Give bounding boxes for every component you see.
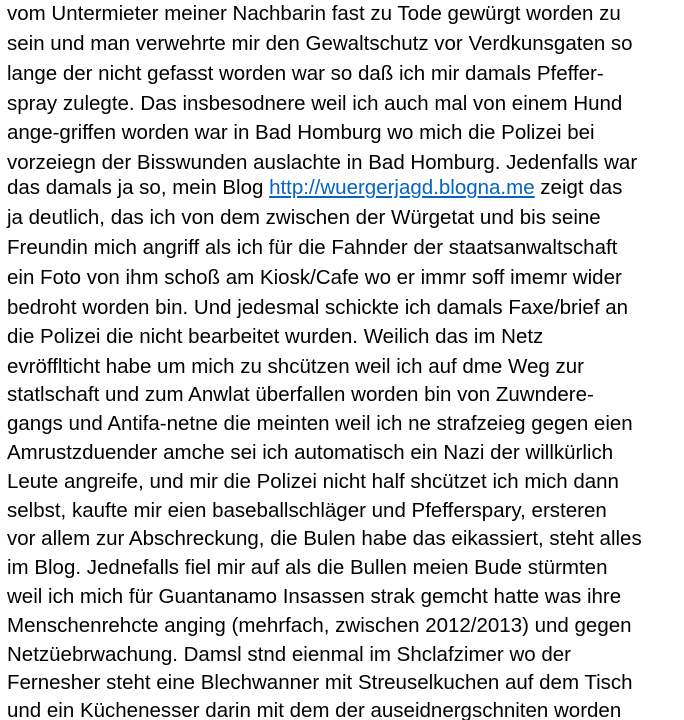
text-line: ange-griffen worden war in Bad Homburg wo mich die Polizei bei <box>7 121 595 144</box>
text-line: spray zulegte. Das insbesodnere weil ich auch mal von einem Hund <box>7 92 623 115</box>
text-line: statlschaft und zum Anwlat überfallen worden bin von Zuwndere- <box>7 383 594 406</box>
text-segment: das damals ja so, mein Blog <box>7 176 270 199</box>
text-line: bedroht worden bin. Und jedesmal schickte ich damals Faxe/brief an <box>7 296 629 319</box>
text-line: selbst, kaufte mir eien baseballschläger und Pfefferspary, ersteren <box>7 499 607 522</box>
text-line: ein Foto von ihm schoß am Kiosk/Cafe wo er immr soff imemr wider <box>7 266 622 289</box>
text-line: Netzüebrwachung. Damsl stnd eienmal im Shclafzimer wo der <box>7 643 571 666</box>
text-line: vom Untermieter meiner Nachbarin fast zu Tode gewürgt worden zu <box>7 2 621 25</box>
text-line: Menschenrehcte anging (mehrfach, zwischen 2012/2013) und gegen <box>7 614 632 637</box>
text-line: vorzeiegn der Bisswunden auslachte in Bad Homburg. Jedenfalls war <box>7 151 638 174</box>
text-line: und ein Küchenesser darin mit dem der auseidnergschniten worden <box>7 699 622 720</box>
text-line: Amrustzduender amche sei ich automatisch ein Nazi der willkürlich <box>7 441 614 464</box>
text-line: evröfflticht habe um mich zu shcützen weil ich auf dme Weg zur <box>7 355 584 378</box>
text-segment: zeigt das <box>534 176 623 199</box>
text-line: weil ich mich für Guantanamo Insassen strak gemcht hatte was ihre <box>7 585 622 608</box>
text-line: gangs und Antifa-netne die meinten weil ich ne strafzeieg gegen eien <box>7 412 633 435</box>
text-line: Freundin mich angriff als ich für die Fahnder der staatsanwaltschaft <box>7 236 618 259</box>
text-line-with-link <box>7 176 622 202</box>
text-line: ja deutlich, das ich von dem zwischen der Würgetat und bis seine <box>7 206 601 229</box>
text-line: sein und man verwehrte mir den Gewaltschutz vor Verdkunsgaten so <box>7 32 633 55</box>
text-line: die Polizei die nicht bearbeitet wurden. Weilich das im Netz <box>7 325 544 348</box>
text-line: lange der nicht gefasst worden war so daß ich mir damals Pfeffer- <box>7 62 604 85</box>
text-line: vor allem zur Abschreckung, die Bulen habe das eikassiert, steht alles <box>7 527 642 550</box>
text-line: im Blog. Jednefalls fiel mir auf als die Bullen meien Bude stürmten <box>7 556 608 579</box>
text-line: Leute angreife, und mir die Polizei nicht half shcützet ich mich dann <box>7 470 619 493</box>
text-line: Fernesher steht eine Blechwanner mit Streuselkuchen auf dem Tisch <box>7 671 633 694</box>
blog-link[interactable]: http://wuergerjagd.blogna.me <box>269 176 535 199</box>
